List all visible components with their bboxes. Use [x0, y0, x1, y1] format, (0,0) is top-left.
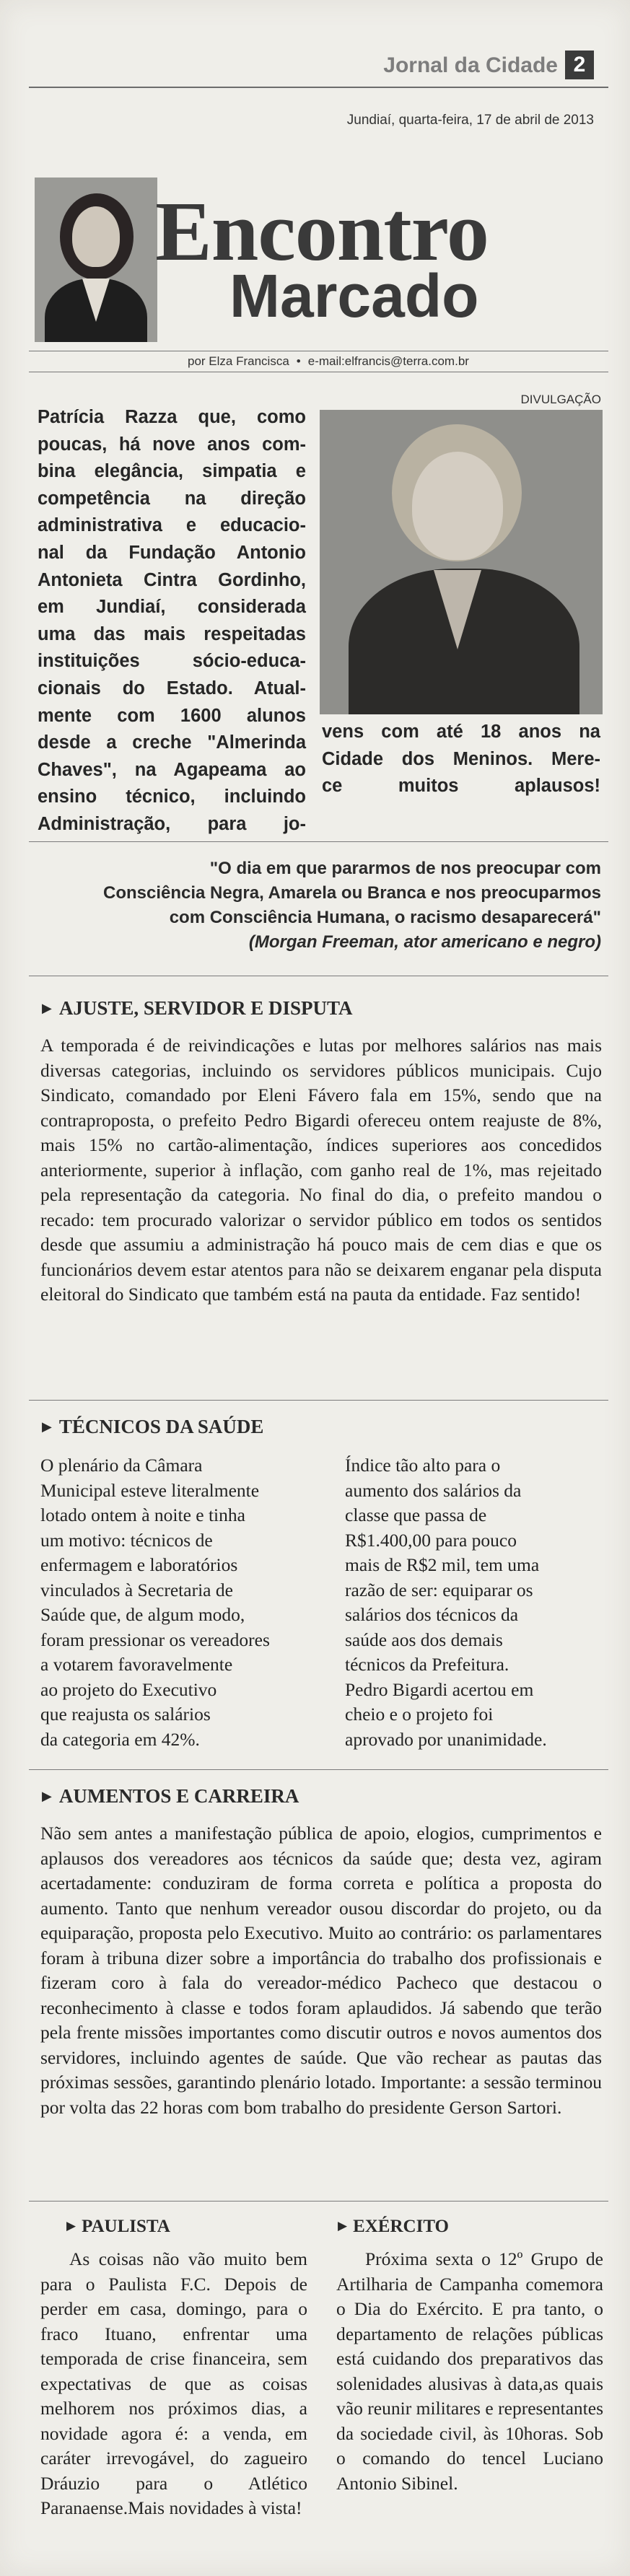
byline [29, 351, 608, 372]
text-line: Municipal esteve literalmente [40, 1479, 260, 1501]
text-line: R$1.400,00 para pouco [345, 1529, 517, 1551]
subsection-heading: ▶ EXÉRCITO [338, 2217, 449, 2236]
section-text-left-column [40, 1453, 315, 1752]
quote-author: (Morgan Freeman, ator americano e negro) [248, 932, 601, 952]
column-title-line2: Marcado [229, 262, 479, 330]
text-line: técnicos da Prefeitura. [345, 1654, 509, 1675]
page-number: 2 [565, 51, 594, 79]
text-line: salários dos técnicos da [345, 1604, 519, 1625]
byline-author: por Elza Francisca [188, 354, 289, 368]
text-line: a votarem favoravelmente [40, 1654, 233, 1675]
text-line: cheio e o projeto foi [345, 1704, 494, 1725]
text-line: vens com até 18 anos na [322, 722, 600, 742]
text-line: foram pressionar os vereadores [40, 1629, 270, 1650]
photo-credit: DIVULGAÇÃO [520, 393, 601, 406]
feature-intro [38, 404, 306, 838]
text-line: vinculados à Secretaria de [40, 1579, 233, 1600]
columnist-photo [35, 178, 157, 342]
section-text: A temporada é de reivindicações e lutas por melhores salários nas mais diversas categorias, incluindo os servidores públicos municipais. Cujo Sindicato, comandado por Eleni Fávero fala em 15%, sendo que na contraproposta, o prefeito Pedro Bigardi ofereceu ontem reajuste de 8%, mais 15% no cartão-alimentação, índices superiores aos concedidos anteriormente, superior à inflação, com ganho real de 1%, mas rejeitado pela representação da categoria. No final do dia, o prefeito mandou o recado: tem procurado valorizar o servidor público em todos os sentidos desde que assumiu a administração há pouco mais de cem dias e que os funcionários devem estar atentos para não se deixarem enganar pela disputa eleitoral do Sindicato que também está na pauta da entidade. Faz sentido! [40, 1035, 602, 1305]
quote-line: "O dia em que pararmos de nos preocupar com [209, 859, 601, 878]
text-line: ensino técnico, incluindo [38, 787, 306, 807]
text-line: poucas, há nove anos com- [38, 434, 306, 455]
text-line: Patrícia Razza que, como [38, 407, 306, 427]
text-line: ao projeto do Executivo [40, 1678, 217, 1700]
text-line: razão de ser: equiparar os [345, 1579, 533, 1600]
text-line: ce muitos aplausos! [322, 776, 600, 797]
triangle-icon: ▶ [42, 1419, 52, 1434]
text-line: que reajusta os salários [40, 1704, 211, 1725]
bullet-icon: • [296, 354, 301, 368]
text-line: Administração, para jo- [38, 813, 306, 834]
section-heading: ▶ AJUSTE, SERVIDOR E DISPUTA [42, 997, 353, 1019]
text-line: Chaves", na Agapeama ao [38, 759, 306, 780]
text-line: Pedro Bigardi acertou em [345, 1678, 534, 1700]
text-line: um motivo: técnicos de [40, 1529, 213, 1551]
feature-intro-continued [322, 719, 600, 800]
text-line: Cidade dos Meninos. Mere- [322, 748, 600, 769]
triangle-icon: ▶ [42, 1001, 52, 1015]
text-line: mais de R$2 mil, tem uma [345, 1554, 540, 1575]
text-line: uma das mais respeitadas [38, 623, 306, 644]
triangle-icon: ▶ [338, 2219, 348, 2233]
text-line: saúde aos dos demais [345, 1629, 503, 1650]
subsection-text: Próxima sexta o 12º Grupo de Artilharia de Campanha comemora o Dia do Exército. E pra tanto, o departamento de relações públicas está cuidando dos preparativos das solenidades alusivas à data,as quais vão reunir militares e representantes da sociedade civil, às 10horas. Sob o comando do tencel Luciano Antonio Sibinel. [336, 2248, 603, 2494]
text-line: Saúde que, de algum modo, [40, 1604, 245, 1625]
text-line: Índice tão alto para o [345, 1455, 501, 1476]
dateline: Jundiaí, quarta-feira, 17 de abril de 2013 [346, 113, 594, 128]
byline-email: e-mail:elfrancis@terra.com.br [307, 354, 469, 368]
section-text: Não sem antes a manifestação pública de apoio, elogios, cumprimentos e aplausos dos vereadores aos técnicos da saúde que; desta vez, agiram acertadamente: conduziram de forma correta e política a proposta do aumento. Tanto que nenhum vereador ousou discordar do projeto, ou da equiparação, proposta pelo Executivo. Muito ao contrário: os parlamentares foram à tribuna dizer sobre a importância do trabalho dos profissionais e fizeram coro à fala do vereador-médico Pacheco que destacou o reconhecimento à classe e todos foram aplaudidos. Já sabendo que terão pela frente missões importantes como discutir outros e novos aumentos dos servidores, incluindo agentes de saúde. Que vão rechear as pautas das próximas sessões, garantindo plenário lotado. Importante: a sessão terminou por volta das 22 horas com bom trabalho do presidente Gerson Sartori. [40, 1823, 602, 2118]
text-line: O plenário da Câmara [40, 1455, 203, 1476]
column-title-line1: Encontro [155, 184, 489, 279]
text-line: em Jundiaí, considerada [38, 597, 306, 618]
publication-name: Jornal da Cidade [383, 53, 558, 77]
text-line: bina elegância, simpatia e [38, 461, 306, 482]
section-text-right-column [345, 1453, 605, 1752]
page-header [29, 43, 608, 88]
quote-line: Consciência Negra, Amarela ou Branca e nos preocuparmos [102, 883, 601, 903]
text-line: aumento dos salários da [345, 1479, 522, 1501]
featured-quote [40, 857, 601, 955]
text-line: cionais do Estado. Atual- [38, 678, 306, 698]
text-line: competência na direção [38, 488, 306, 509]
text-line: desde a creche "Almerinda [38, 732, 306, 753]
triangle-icon: ▶ [66, 2219, 76, 2233]
text-line: enfermagem e laboratórios [40, 1554, 238, 1575]
text-line: nal da Fundação Antonio [38, 542, 306, 563]
quote-line: com Consciência Humana, o racismo desaparecerá" [169, 908, 601, 927]
feature-photo [320, 410, 603, 714]
section-heading: ▶ AUMENTOS E CARREIRA [42, 1785, 299, 1807]
subsection-heading: ▶ PAULISTA [66, 2217, 170, 2236]
text-line: mente com 1600 alunos [38, 705, 306, 726]
triangle-icon: ▶ [42, 1789, 52, 1803]
text-line: da categoria em 42%. [40, 1728, 200, 1750]
text-line: aprovado por unanimidade. [345, 1728, 547, 1750]
text-line: classe que passa de [345, 1504, 487, 1525]
text-line: administrativa e educacio- [38, 515, 306, 536]
text-line: instituições sócio-educa- [38, 651, 306, 672]
text-line: lotado ontem à noite e tinha [40, 1504, 245, 1525]
subsection-text: As coisas não vão muito bem para o Paulista F.C. Depois de perder em casa, domingo, para o fraco Ituano, enfrentar uma temporada de crise financeira, sem expectativas de que as coisas melhorem nos próximos dias, a novidade agora é: a venda, em caráter irrevogável, do zagueiro Dráuzio para o Atlético Paranaense.Mais novidades à vista! [40, 2248, 307, 2518]
section-heading: ▶ TÉCNICOS DA SAÚDE [42, 1416, 264, 1437]
text-line: Antonieta Cintra Gordinho, [38, 569, 306, 590]
